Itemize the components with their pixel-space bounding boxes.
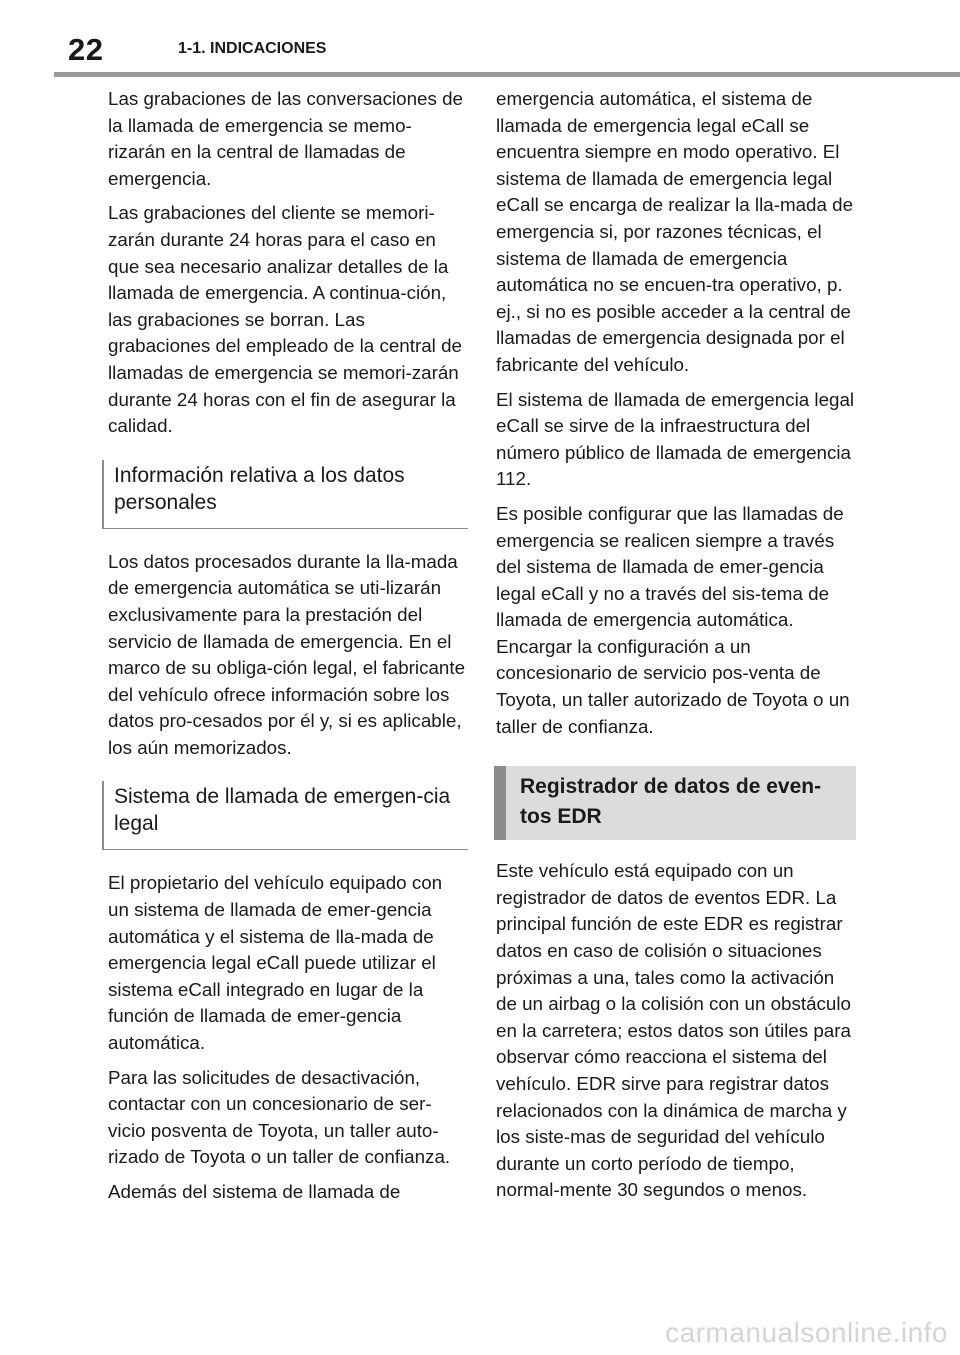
- page-number: 22: [68, 32, 104, 67]
- paragraph: El propietario del vehículo equipado con un sistema de llamada de emer-gencia automática y el sistema de lla-mada de emergencia legal eCall puede utilizar el sistema eCall integrado en lugar de la función de llamada de emer-gencia automática.: [108, 872, 443, 1054]
- paragraph: El sistema de llamada de emergencia legal eCall se sirve de la infraestructura del número público de llamada de emergencia 112.: [496, 388, 855, 490]
- subheading-legal-ecall: Sistema de llamada de emergen-cia legal: [102, 781, 468, 850]
- header-divider: [54, 72, 960, 77]
- paragraph: Es posible configurar que las llamadas de emergencia se realicen siempre a través del sistema de llamada de emer-gencia legal eCall y no a través del sis-tema de llamada de emergencia automática. Encargar la configuración a un concesionario de servicio pos-venta de Toyota, un taller autorizado de Toyota o un taller de confianza.: [496, 502, 850, 737]
- subheading-personal-data: Información relativa a los datos personales: [102, 460, 468, 529]
- paragraph: Este vehículo está equipado con un registrador de datos de eventos EDR. La principal función de este EDR es registrar datos en caso de colisión o situaciones próximas a una, tales como la activación de un airbag o la colisión con un obstáculo en la carretera; estos datos son útiles para observar cómo reacciona el sistema del vehículo. EDR sirve para registrar datos relacionados con la dinámica de marcha y los siste-mas de seguridad del vehículo durante un corto período de tiempo, normal-mente 30 segundos o menos.: [496, 860, 852, 1201]
- left-column: [108, 86, 468, 1214]
- section-heading-edr: Registrador de datos de even-tos EDR: [494, 766, 856, 840]
- section-title: 1-1. INDICACIONES: [178, 40, 327, 57]
- paragraph: Los datos procesados durante la lla-mada de emergencia automática se uti-lizarán exclusivamente para la prestación del servicio de llamada de emergencia. En el marco de su obliga-ción legal, el fabricante del vehículo ofrece información sobre los datos pro-cesados por él y, si es aplicable, los aún memorizados.: [108, 550, 466, 758]
- paragraph: Además del sistema de llamada de: [108, 1181, 401, 1202]
- paragraph: Las grabaciones de las conversaciones de la llamada de emergencia se memo-rizarán en la central de llamadas de emergencia.: [108, 88, 463, 189]
- paragraph: emergencia automática, el sistema de llamada de emergencia legal eCall se encuentra siempre en modo operativo. El sistema de llamada de emergencia legal eCall se encarga de realizar la lla-mada de emergencia si, por razones técnicas, el sistema de llamada de emergencia automática no se encuen-tra operativo, p. ej., si no es posible acceder a la central de llamadas de emergencia designada por el fabricante del vehículo.: [496, 88, 854, 375]
- site-watermark: carmanualsonline.info: [665, 1317, 948, 1348]
- page-header: [0, 0, 960, 80]
- right-column: [496, 86, 856, 1212]
- paragraph: Las grabaciones del cliente se memori-zarán durante 24 horas para el caso en que sea necesario analizar detalles de la llamada de emergencia. A continua-ción, las grabaciones se borran. Las grabaciones del empleado de la central de llamadas de emergencia se memori-zarán durante 24 horas con el fin de asegurar la calidad.: [108, 202, 462, 437]
- paragraph: Para las solicitudes de desactivación, contactar con un concesionario de ser-vicio posventa de Toyota, un taller auto-rizado de Toyota o un taller de confianza.: [108, 1066, 451, 1168]
